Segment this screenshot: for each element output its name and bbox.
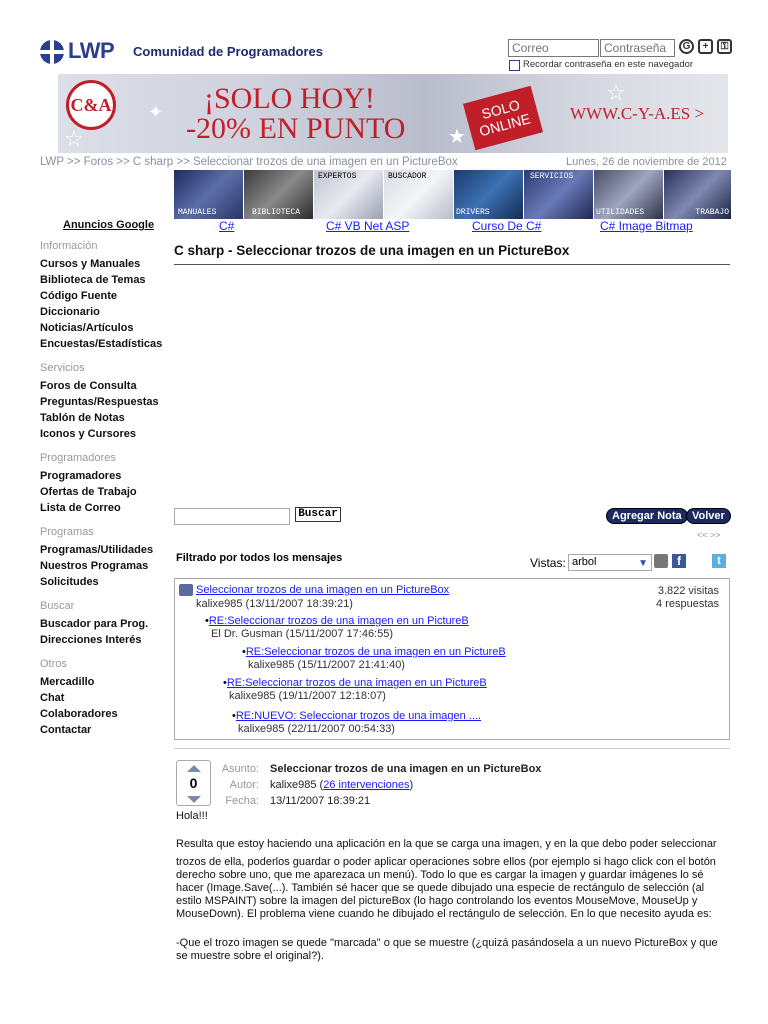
banner-url: WWW.C-Y-A.ES >	[570, 104, 705, 123]
reply-link[interactable]: RE:Seleccionar trozos de una imagen en un PictureB	[245, 646, 506, 658]
star-icon: ☆	[606, 80, 626, 105]
strip-trabajo[interactable]: TRABAJO	[664, 170, 732, 219]
vote-count: 0	[189, 775, 198, 791]
post-subject: Seleccionar trozos de una imagen en un PictureBox	[270, 763, 542, 775]
subject-label: Asunto:	[221, 763, 259, 775]
print-icon[interactable]	[654, 554, 668, 568]
password-field[interactable]	[600, 39, 675, 57]
post-divider	[174, 748, 730, 749]
remember-label: Recordar contraseña en este navegador	[523, 59, 694, 70]
banner-line1: ¡SOLO HOY!	[204, 82, 375, 115]
ad-link-csharp[interactable]: C#	[219, 219, 235, 233]
page-title: C sharp - Seleccionar trozos de una imagen en un PictureBox	[174, 243, 570, 258]
anuncios-google-heading[interactable]: Anuncios Google	[63, 219, 155, 231]
list-item: •RE:Seleccionar trozos de una imagen en un PictureB	[242, 646, 506, 658]
sidebar-item-direcciones[interactable]: Direcciones Interés	[40, 634, 142, 646]
sidebar-heading: Buscar	[40, 600, 75, 612]
date-display: Lunes, 26 de noviembre de 2012	[566, 156, 727, 168]
sidebar-item-foros[interactable]: Foros de Consulta	[40, 380, 137, 392]
title-divider	[174, 264, 730, 265]
post-paragraph: -Que el trozo imagen se quede "marcada" o que se muestre (¿quizá pasándosela a un nuevo PictureBox y que se muestre sobre el original?).	[176, 937, 718, 962]
filter-label: Filtrado por todos los mensajes	[176, 552, 343, 564]
twitter-icon[interactable]: t	[712, 554, 726, 568]
list-item: •RE:NUEVO: Seleccionar trozos de una imagen ....	[232, 710, 482, 722]
author-posts-link[interactable]: 26 intervenciones	[323, 779, 410, 791]
post-paragraph: Resulta que estoy haciendo una aplicación en la que se carga una imagen, y en la que debo poder seleccionar	[176, 838, 717, 850]
key-icon[interactable]: ⚿	[717, 39, 732, 54]
sidebar-heading: Información	[40, 240, 98, 252]
sidebar-item-codigo[interactable]: Código Fuente	[40, 290, 117, 302]
add-note-button[interactable]: Agregar Nota	[606, 508, 688, 524]
post-greeting: Hola!!!	[176, 810, 208, 822]
sidebar-item-solicitudes[interactable]: Solicitudes	[40, 576, 99, 588]
strip-manuales[interactable]: MANUALES	[174, 170, 244, 219]
chevron-down-icon: ▼	[638, 558, 648, 569]
sidebar-item-colaboradores[interactable]: Colaboradores	[40, 708, 118, 720]
sidebar-item-diccionario[interactable]: Diccionario	[40, 306, 100, 318]
list-item: •RE:Seleccionar trozos de una imagen en un PictureB	[205, 615, 469, 627]
strip-biblioteca[interactable]: BIBLIOTECA	[244, 170, 314, 219]
sidebar-heading: Otros	[40, 658, 67, 670]
reply-link[interactable]: RE:NUEVO: Seleccionar trozos de una imagen ....	[235, 710, 482, 722]
facebook-icon[interactable]: f	[672, 554, 686, 568]
thread-root-link[interactable]: Seleccionar trozos de una imagen en un PictureBox	[196, 584, 450, 596]
search-input[interactable]	[174, 508, 290, 525]
banner-ad[interactable]	[58, 74, 728, 153]
post-date: 13/11/2007 18:39:21	[270, 795, 371, 807]
ad-link-csharp-image-bitmap[interactable]: C# Image Bitmap	[600, 219, 693, 233]
remember-checkbox[interactable]	[509, 60, 520, 71]
back-button[interactable]: Volver	[686, 508, 731, 524]
sidebar-heading: Programas	[40, 526, 94, 538]
sidebar-item-encuestas[interactable]: Encuestas/Estadísticas	[40, 338, 163, 350]
thread-icon	[179, 584, 193, 596]
thread-root-meta: kalixe985 (13/11/2007 18:39:21)	[196, 598, 353, 610]
author-label: Autor:	[229, 779, 259, 791]
post-paragraph: trozos de ella, poderlos guardar o poder aplicar operaciones sobre ellos (por ejemplo si hago click con el botón derecho sobre uno, que me aparezaca un menú). Todo lo que es cargar la imagen y guardar imágenes lo sé hacer (Image.Save(...). También sé hacer que se quede dibujado una especie de rectángulo de selección (al estilo MSPAINT) sobre la imagen del pictureBox (lo hago controlando los eventos MouseMove, MouseUp y MouseDown). El problema viene cuando he dibujado el rectángulo de selección. En lo que necesito ayuda es:	[176, 856, 716, 920]
lwp-globe-logo-icon[interactable]	[40, 40, 64, 64]
strip-buscador[interactable]: BUSCADOR	[384, 170, 454, 219]
sidebar-item-lista-correo[interactable]: Lista de Correo	[40, 502, 121, 514]
sidebar-item-buscador[interactable]: Buscador para Prog.	[40, 618, 149, 630]
section-image-strip	[174, 170, 732, 219]
sidebar-heading: Programadores	[40, 452, 116, 464]
vote-widget	[176, 760, 211, 806]
reply-meta: kalixe985 (22/11/2007 00:54:33)	[238, 723, 395, 735]
sidebar-item-ofertas[interactable]: Ofertas de Trabajo	[40, 486, 137, 498]
reply-meta: kalixe985 (15/11/2007 21:41:40)	[248, 659, 405, 671]
solo-online-badge: SOLO ONLINE	[463, 86, 543, 150]
reply-meta: El Dr. Gusman (15/11/2007 17:46:55)	[211, 628, 394, 640]
sidebar-item-programadores[interactable]: Programadores	[40, 470, 122, 482]
sidebar-item-chat[interactable]: Chat	[40, 692, 65, 704]
reply-link[interactable]: RE:Seleccionar trozos de una imagen en un PictureB	[226, 677, 487, 689]
email-field[interactable]	[508, 39, 599, 57]
breadcrumb[interactable]: LWP >> Foros >> C sharp >> Seleccionar trozos de una imagen en un PictureBox	[40, 156, 458, 168]
views-select[interactable]	[568, 554, 652, 571]
sidebar-item-cursos[interactable]: Cursos y Manuales	[40, 258, 141, 270]
sidebar-item-programas[interactable]: Programas/Utilidades	[40, 544, 154, 556]
views-label: Vistas:	[530, 556, 566, 570]
search-button[interactable]: Buscar	[295, 507, 341, 522]
sidebar-item-iconos[interactable]: Iconos y Cursores	[40, 428, 136, 440]
sidebar-nav	[40, 240, 170, 738]
vote-up-icon[interactable]	[187, 765, 201, 772]
sidebar-item-mercadillo[interactable]: Mercadillo	[40, 676, 95, 688]
star-icon: ✦	[148, 102, 164, 122]
strip-utilidades[interactable]: UTILIDADES	[594, 170, 664, 219]
reply-meta: kalixe985 (19/11/2007 12:18:07)	[229, 690, 386, 702]
thread-tree	[174, 578, 730, 740]
sidebar-item-biblioteca[interactable]: Biblioteca de Temas	[40, 274, 146, 286]
star-icon: ★	[448, 126, 466, 148]
ad-link-csharp-vb-net-asp[interactable]: C# VB Net ASP	[326, 219, 410, 233]
logo-text[interactable]: LWP	[68, 38, 115, 63]
post-author-line: kalixe985 (26 intervenciones)	[270, 779, 414, 791]
sidebar-item-noticias[interactable]: Noticias/Artículos	[40, 322, 134, 334]
sidebar-item-contactar[interactable]: Contactar	[40, 724, 92, 736]
strip-drivers[interactable]: DRIVERS	[454, 170, 524, 219]
post-author[interactable]: kalixe985	[270, 779, 317, 791]
visits-count: 3.822 visitas	[657, 585, 719, 597]
ca-logo: C&A	[66, 80, 116, 130]
banner-line2: -20% EN PUNTO	[186, 112, 406, 145]
login-icon[interactable]: G	[679, 39, 694, 54]
sidebar-item-tablon[interactable]: Tablón de Notas	[40, 412, 125, 424]
site-title: Comunidad de Programadores	[133, 44, 323, 59]
star-icon: ☆	[64, 126, 84, 151]
strip-servicios[interactable]: SERVICIOS	[524, 170, 594, 219]
views-select-value: arbol	[572, 556, 597, 568]
ad-link-curso-csharp[interactable]: Curso De C#	[472, 219, 542, 233]
sidebar-item-preguntas[interactable]: Preguntas/Respuestas	[40, 396, 159, 408]
sidebar-item-nuestros-programas[interactable]: Nuestros Programas	[40, 560, 149, 572]
date-label: Fecha:	[225, 795, 259, 807]
register-icon[interactable]: +	[698, 39, 713, 54]
list-item: •RE:Seleccionar trozos de una imagen en un PictureB	[223, 677, 487, 689]
replies-count: 4 respuestas	[656, 598, 719, 610]
vote-down-icon[interactable]	[187, 796, 201, 803]
reply-link[interactable]: RE:Seleccionar trozos de una imagen en un PictureB	[208, 615, 469, 627]
strip-expertos[interactable]: EXPERTOS	[314, 170, 384, 219]
pager[interactable]: << >>	[697, 530, 721, 540]
sidebar-heading: Servicios	[40, 362, 85, 374]
